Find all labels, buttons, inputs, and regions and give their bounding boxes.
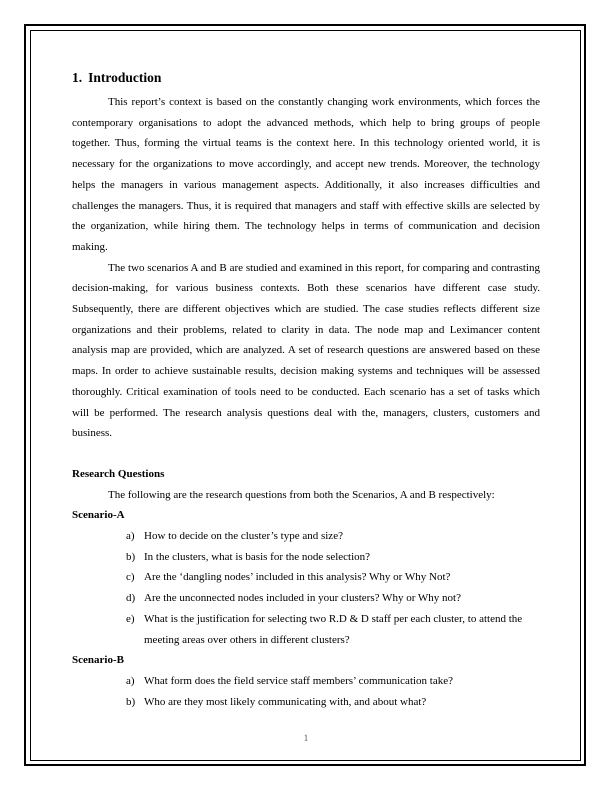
question-text: In the clusters, what is basis for the node selection? <box>144 550 371 563</box>
question-item <box>126 547 540 568</box>
question-text: Who are they most likely communicating with, and about what? <box>144 695 427 708</box>
question-item <box>126 588 540 609</box>
section-number: 1. <box>72 70 83 85</box>
spacer <box>72 444 540 464</box>
page-number: 1 <box>303 733 309 743</box>
question-marker: c) <box>126 571 135 584</box>
question-text: How to decide on the cluster’s type and size? <box>144 530 343 543</box>
question-item <box>126 567 540 588</box>
question-item <box>126 671 540 692</box>
scenario-b-question-list <box>72 671 540 712</box>
section-title: Introduction <box>88 70 162 85</box>
section-heading-introduction <box>72 68 540 88</box>
question-marker: b) <box>126 550 136 563</box>
question-item <box>126 692 540 713</box>
research-questions-heading: Research Questions <box>72 467 165 480</box>
question-marker: a) <box>126 674 135 687</box>
question-marker: d) <box>126 592 136 605</box>
question-text: What form does the field service staff members’ communication take? <box>144 674 454 687</box>
question-text: What is the justification for selecting two R.D & D staff per each cluster, to attend the meeting areas over others in different clusters? <box>144 612 523 646</box>
question-marker: a) <box>126 530 135 543</box>
question-text: Are the ‘dangling nodes’ included in this analysis? Why or Why Not? <box>144 571 451 584</box>
research-questions-intro: The following are the research questions from both the Scenarios, A and B respectively: <box>108 488 495 501</box>
question-marker: b) <box>126 695 136 708</box>
scenario-a-heading: Scenario-A <box>72 509 125 522</box>
scenario-b-heading: Scenario-B <box>72 654 124 667</box>
question-marker: e) <box>126 612 135 625</box>
question-item <box>126 526 540 547</box>
intro-paragraph-2: The two scenarios A and B are studied and examined in this report, for comparing and contrasting decision-making, for various business contexts. Both these scenarios have different case study. Subsequently, there are different objectives which are studied. The case studies reflects different size organizations and their problems, related to clarity in data. The node map and Leximancer content analysis map are provided, which are analyzed. A set of research questions are answered based on these maps. In order to achieve sustainable results, decision making systems and techniques will be assessed thoroughly. Critical examination of tools need to be conducted. Each scenario has a set of tasks which will be performed. The research analysis questions deal with the, managers, clusters, customers and business. <box>72 261 540 440</box>
intro-paragraph-1: This report’s context is based on the constantly changing work environments, which forces the contemporary organisations to adopt the advanced methods, which help to bring groups of people together. Thus, forming the virtual teams is the context here. In this technology oriented world, it is necessary for the organizations to move accordingly, and accept new trends. Moreover, the technology helps the managers in various management aspects. Additionally, it also increases difficulties and challenges the managers. Thus, it is required that managers and staff with effective skills are selected by the organization, while hiring them. The technology helps in terms of communication and decision making. <box>72 96 540 253</box>
question-item <box>126 609 540 650</box>
question-text: Are the unconnected nodes included in your clusters? Why or Why not? <box>144 592 461 605</box>
scenario-a-question-list <box>72 526 540 650</box>
document-body <box>72 68 540 712</box>
